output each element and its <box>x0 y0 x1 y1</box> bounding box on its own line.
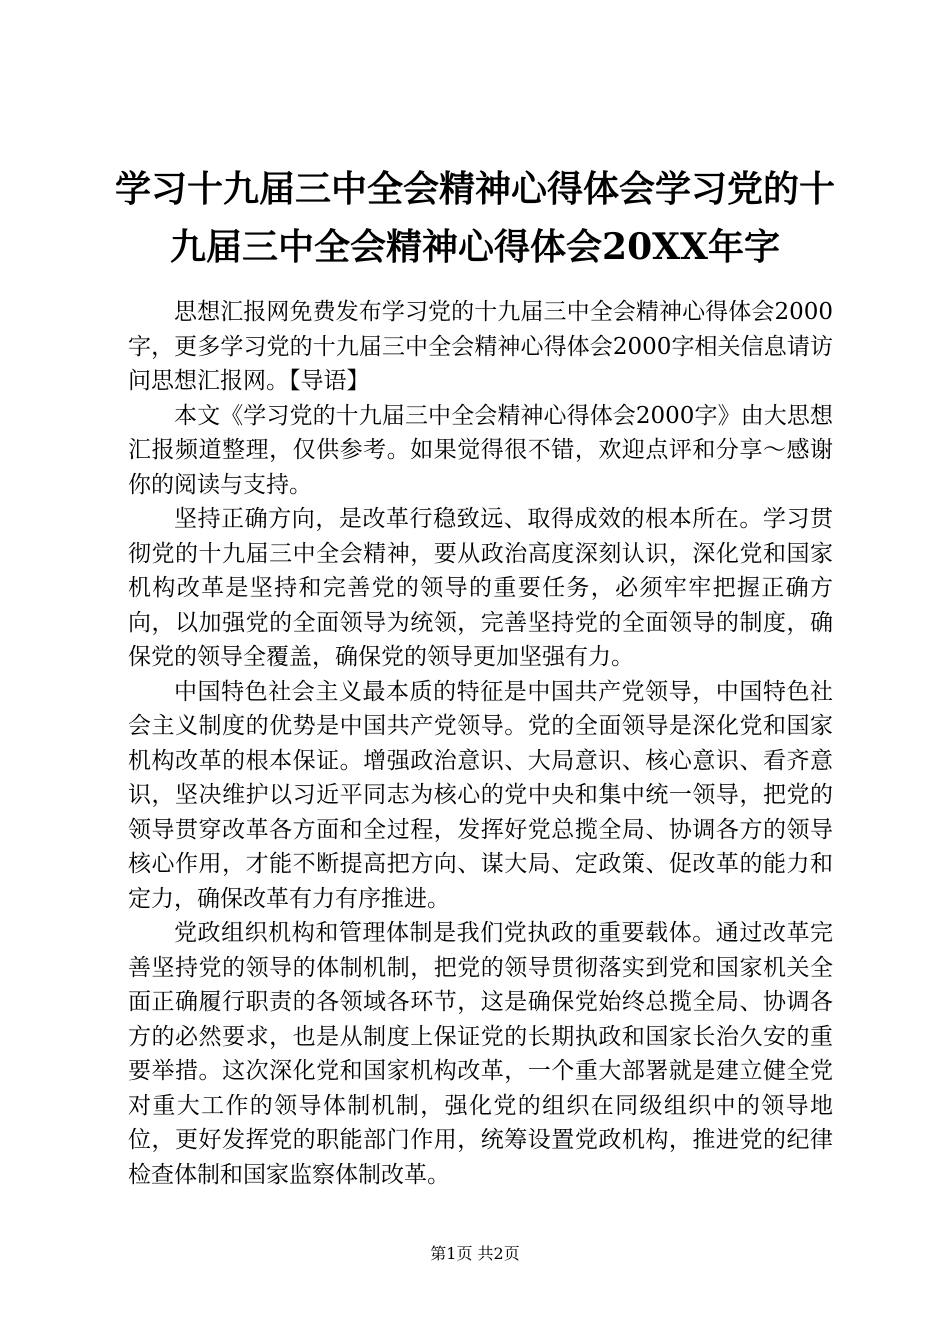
paragraph: 中国特色社会主义最本质的特征是中国共产党领导，中国特色社会主义制度的优势是中国共产党领导。党的全面领导是深化党和国家机构改革的根本保证。增强政治意识、大局意识、核心意识、看齐意识，坚决维护以习近平同志为核心的党中央和集中统一领导，把党的领导贯穿改革各方面和全过程，发挥好党总揽全局、协调各方的领导核心作用，才能不断提高把方向、谋大局、定政策、促改革的能力和定力，确保改革有力有序推进。 <box>128 678 833 912</box>
paragraph: 本文《学习党的十九届三中全会精神心得体会2000字》由大思想汇报频道整理，仅供参考。如果觉得很不错，欢迎点评和分享～感谢你的阅读与支持。 <box>128 402 833 498</box>
page-number-footer: 第1页 共2页 <box>430 1244 520 1263</box>
paragraph: 思想汇报网免费发布学习党的十九届三中全会精神心得体会2000字，更多学习党的十九届三中全会精神心得体会2000字相关信息请访问思想汇报网。【导语】 <box>128 299 833 394</box>
paragraph: 坚持正确方向，是改革行稳致远、取得成效的根本所在。学习贯彻党的十九届三中全会精神，要从政治高度深刻认识，深化党和国家机构改革是坚持和完善党的领导的重要任务，必须牢牢把握正确方向，以加强党的全面领导为统领，完善坚持党的全面领导的制度，确保党的领导全覆盖，确保党的领导更加坚强有力。 <box>128 506 833 670</box>
document-body <box>128 295 833 1192</box>
paragraph: 党政组织机构和管理体制是我们党执政的重要载体。通过改革完善坚持党的领导的体制机制，把党的领导贯彻落实到党和国家机关全面正确履行职责的各领域各环节，这是确保党始终总揽全局、协调各方的必然要求，也是从制度上保证党的长期执政和国家长治久安的重要举措。这次深化党和国家机构改革，一个重大部署就是建立健全党对重大工作的领导体制机制，强化党的组织在同级组织中的领导地位，更好发挥党的职能部门作用，统筹设置党政机构，推进党的纪律检查体制和国家监察体制改革。 <box>128 920 833 1188</box>
document-title: 学习十九届三中全会精神心得体会学习党的十九届三中全会精神心得体会20XX年字 <box>114 168 835 268</box>
